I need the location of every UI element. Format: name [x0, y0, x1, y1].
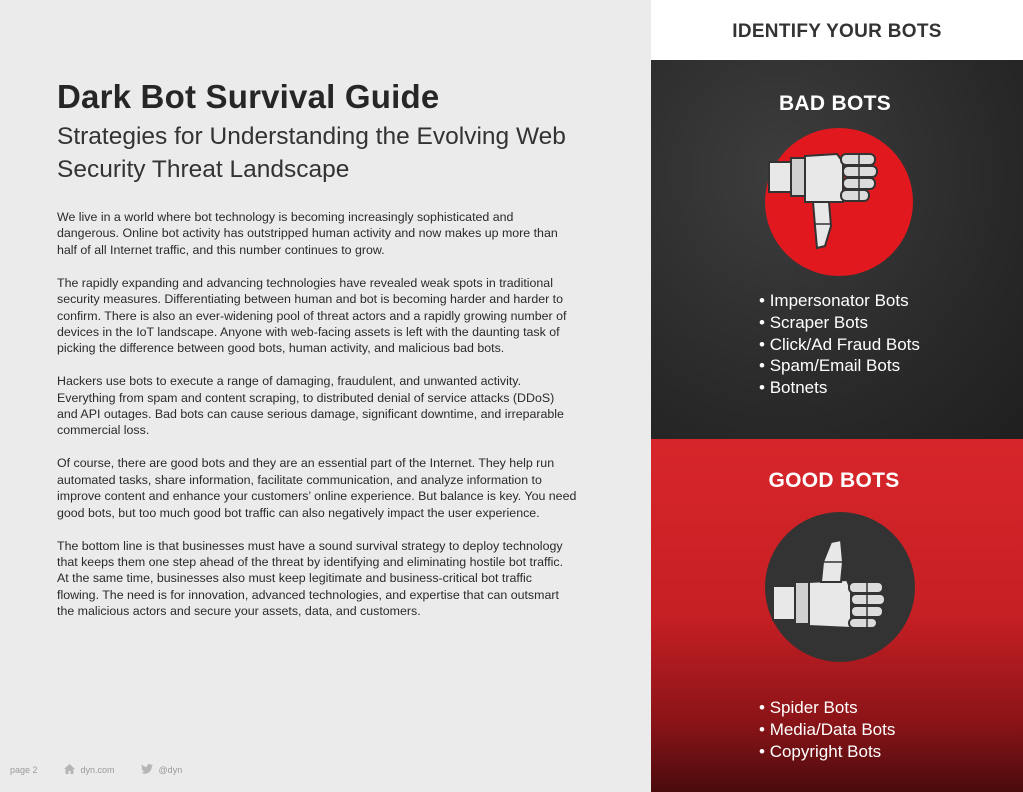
bad-bots-panel — [651, 60, 1023, 439]
list-item: • Copyright Bots — [759, 741, 895, 763]
list-item: • Media/Data Bots — [759, 719, 895, 741]
list-item: • Impersonator Bots — [759, 290, 920, 312]
list-item: • Spam/Email Bots — [759, 355, 920, 377]
list-item: • Click/Ad Fraud Bots — [759, 334, 920, 356]
site-link[interactable]: dyn.com — [80, 765, 115, 775]
robot-thumbs-up-icon — [765, 512, 915, 662]
body-text — [57, 209, 577, 636]
sidebar — [651, 0, 1023, 792]
sidebar-title: IDENTIFY YOUR BOTS — [732, 21, 942, 42]
bad-bots-list — [759, 290, 920, 399]
paragraph: We live in a world where bot technology is becoming increasingly sophisticated and dangerous. Online bot activity has outstripped human activity and now makes up more than half of all Internet traffic, and this number continues to grow. — [57, 210, 558, 257]
list-item: • Scraper Bots — [759, 312, 920, 334]
list-item: • Botnets — [759, 377, 920, 399]
sidebar-header — [651, 0, 1023, 60]
good-bots-panel — [651, 439, 1023, 792]
page-number: page 2 — [10, 765, 38, 775]
good-bots-list — [759, 697, 895, 762]
page-title: Dark Bot Survival Guide — [57, 78, 440, 115]
robot-thumbs-down-icon — [765, 128, 913, 276]
paragraph: The bottom line is that businesses must have a sound survival strategy to deploy technology that keeps them one step ahead of the threat by identifying and eliminating hostile bot traffic. At the same time, businesses also must keep legitimate and business-critical bot traffic flowing. The need is for innovation, advanced technologies, and expertise that can outsmart the malicious actors and secure your assets, data, and customers. — [57, 538, 564, 619]
bad-bots-title: BAD BOTS — [778, 92, 892, 115]
list-item: • Spider Bots — [759, 697, 895, 719]
twitter-handle[interactable]: @dyn — [158, 765, 183, 775]
paragraph: Hackers use bots to execute a range of damaging, fraudulent, and unwanted activity. Everything from spam and content scraping, to distributed denial of service attacks (DDoS) and API outages. Bad bots can cause serious damage, significant downtime, and irreparable commercial loss. — [57, 374, 564, 438]
paragraph: The rapidly expanding and advancing technologies have revealed weak spots in traditional security measures. Differentiating between human and bot is becoming harder and harder to confirm. There is also an ever-widening pool of threat actors and a rapidly growing number of devices in the IoT landscape. Anyone with web-facing assets is left with the daunting task of picking the difference between good bots, human activity, and malicious bad bots. — [57, 275, 567, 356]
page-subtitle: Strategies for Understanding the Evolving Web Security Threat Landscape — [57, 123, 566, 183]
good-bots-title: GOOD BOTS — [768, 469, 900, 492]
twitter-icon — [141, 764, 153, 776]
home-icon — [64, 764, 75, 776]
paragraph: Of course, there are good bots and they are an essential part of the Internet. They help run automated tasks, share information, facilitate communication, and analyze information to improve content and enhance your customers’ online experience. But balance is key. You need good bots, but too much good bot traffic can also negatively impact the user experience. — [57, 456, 577, 520]
page-footer — [10, 764, 188, 776]
